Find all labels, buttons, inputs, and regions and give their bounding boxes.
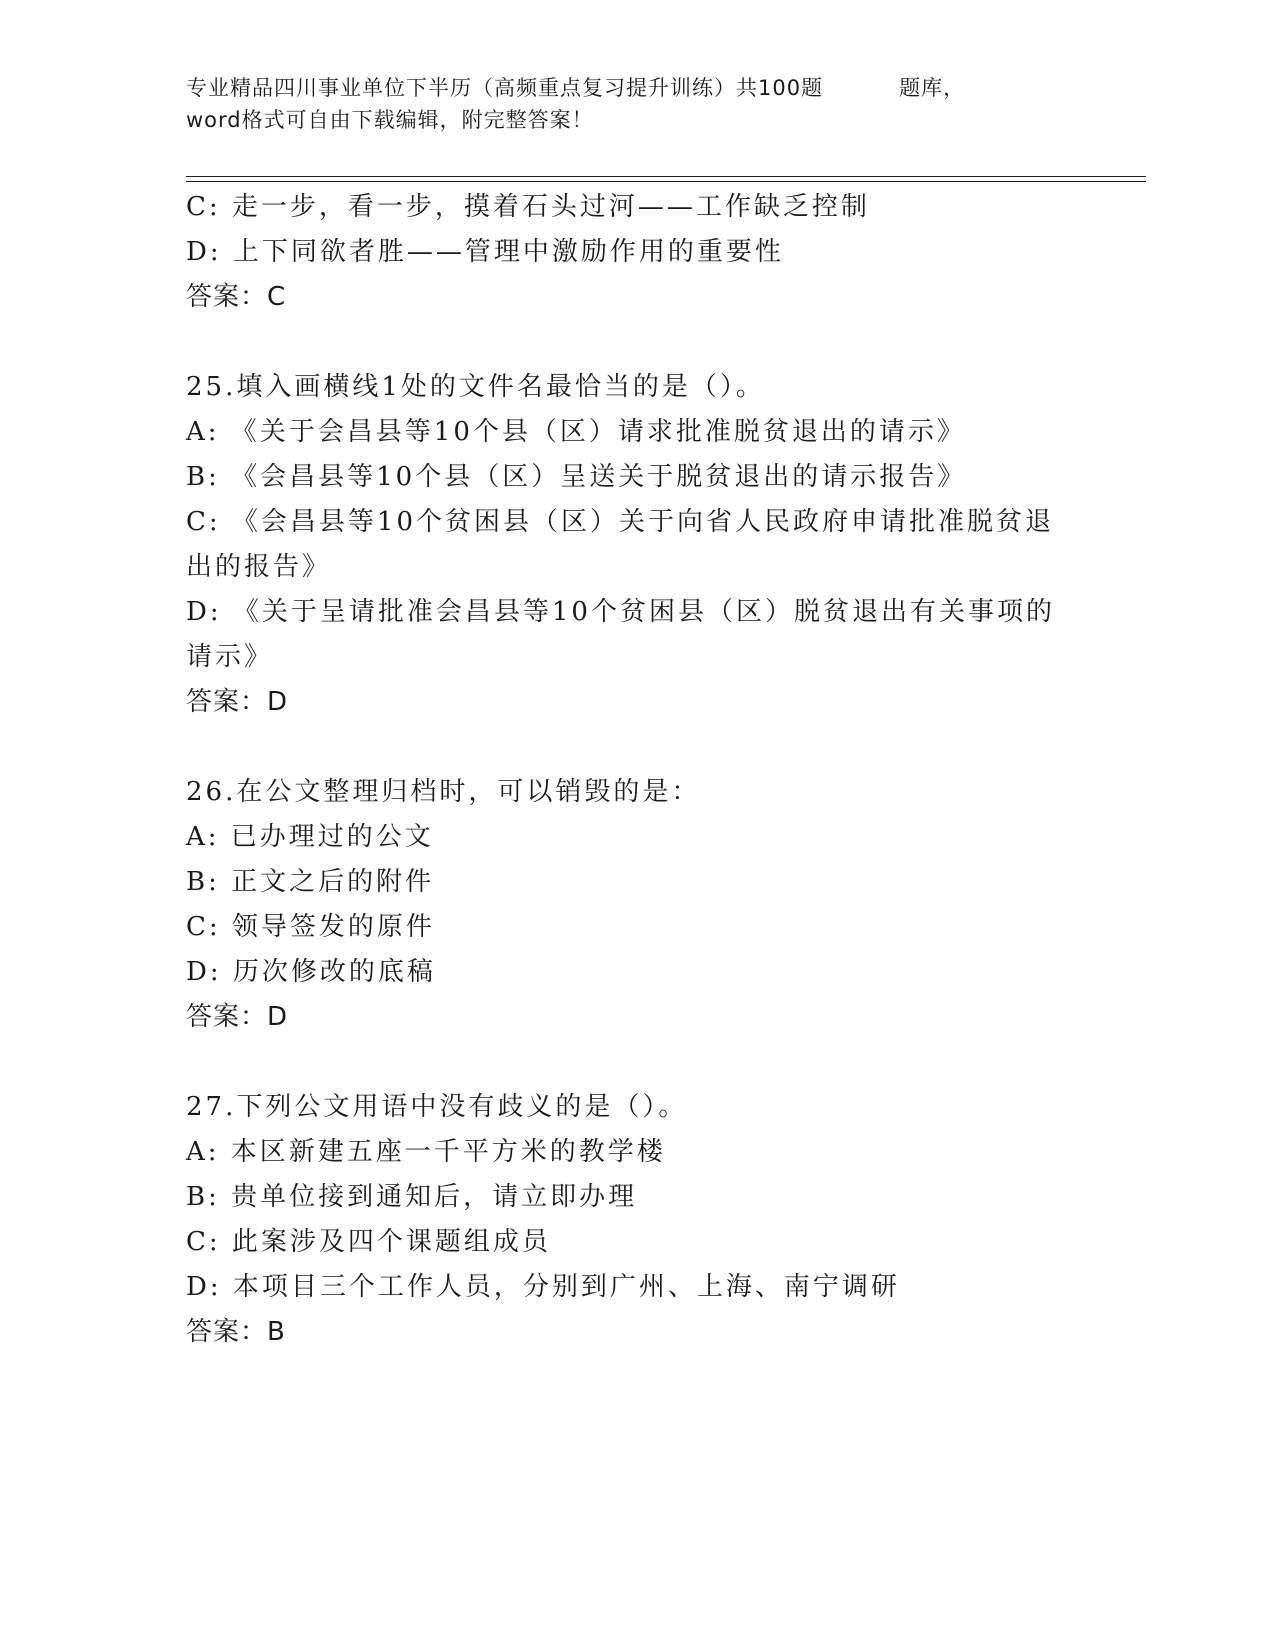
q25-option-c: C: 《会昌县等10个贫困县（区）关于向省人民政府申请批准脱贫退 — [186, 507, 1055, 537]
header-title-suffix: 题库， — [899, 76, 966, 100]
q24-option-d: D: 上下同欲者胜——管理中激励作用的重要性 — [186, 237, 784, 267]
q26-option-a: A: 已办理过的公文 — [186, 822, 434, 852]
q25-stem: 25.填入画横线1处的文件名最恰当的是（）。 — [186, 372, 765, 402]
q24-answer: 答案：C — [186, 282, 287, 312]
q24-option-c: C: 走一步，看一步，摸着石头过河——工作缺乏控制 — [186, 192, 870, 222]
q26-answer: 答案：D — [186, 1002, 289, 1032]
header-title: 专业精品四川事业单位下半历（高频重点复习提升训练）共100题 — [186, 76, 824, 100]
q27-answer: 答案：B — [186, 1317, 286, 1347]
q27-option-c: C: 此案涉及四个课题组成员 — [186, 1227, 551, 1257]
q26-option-c: C: 领导签发的原件 — [186, 912, 435, 942]
q25-answer: 答案：D — [186, 687, 289, 717]
q26-option-b: B: 正文之后的附件 — [186, 867, 435, 897]
q26-stem: 26.在公文整理归档时，可以销毁的是： — [186, 777, 701, 807]
q25-option-a: A: 《关于会昌县等10个县（区）请求批准脱贫退出的请示》 — [186, 417, 966, 447]
q27-stem: 27.下列公文用语中没有歧义的是（）。 — [186, 1092, 688, 1122]
header-line-1 — [186, 72, 1046, 104]
q27-option-b: B: 贵单位接到通知后，请立即办理 — [186, 1182, 638, 1212]
page-header — [186, 72, 1046, 136]
q26-option-d: D: 历次修改的底稿 — [186, 957, 436, 987]
q25-option-d-continued: 请示》 — [186, 642, 274, 672]
q25-option-c-continued: 出的报告》 — [186, 552, 332, 582]
q27-option-a: A: 本区新建五座一千平方米的教学楼 — [186, 1137, 666, 1167]
header-line-2: word格式可自由下载编辑，附完整答案！ — [186, 108, 594, 132]
header-rule-top — [186, 176, 1146, 177]
q27-option-d: D: 本项目三个工作人员，分别到广州、上海、南宁调研 — [186, 1272, 900, 1302]
q25-option-b: B: 《会昌县等10个县（区）呈送关于脱贫退出的请示报告》 — [186, 462, 967, 492]
q25-option-d: D: 《关于呈请批准会昌县等10个贫困县（区）脱贫退出有关事项的 — [186, 597, 1055, 627]
header-rule-bottom — [186, 181, 1146, 182]
